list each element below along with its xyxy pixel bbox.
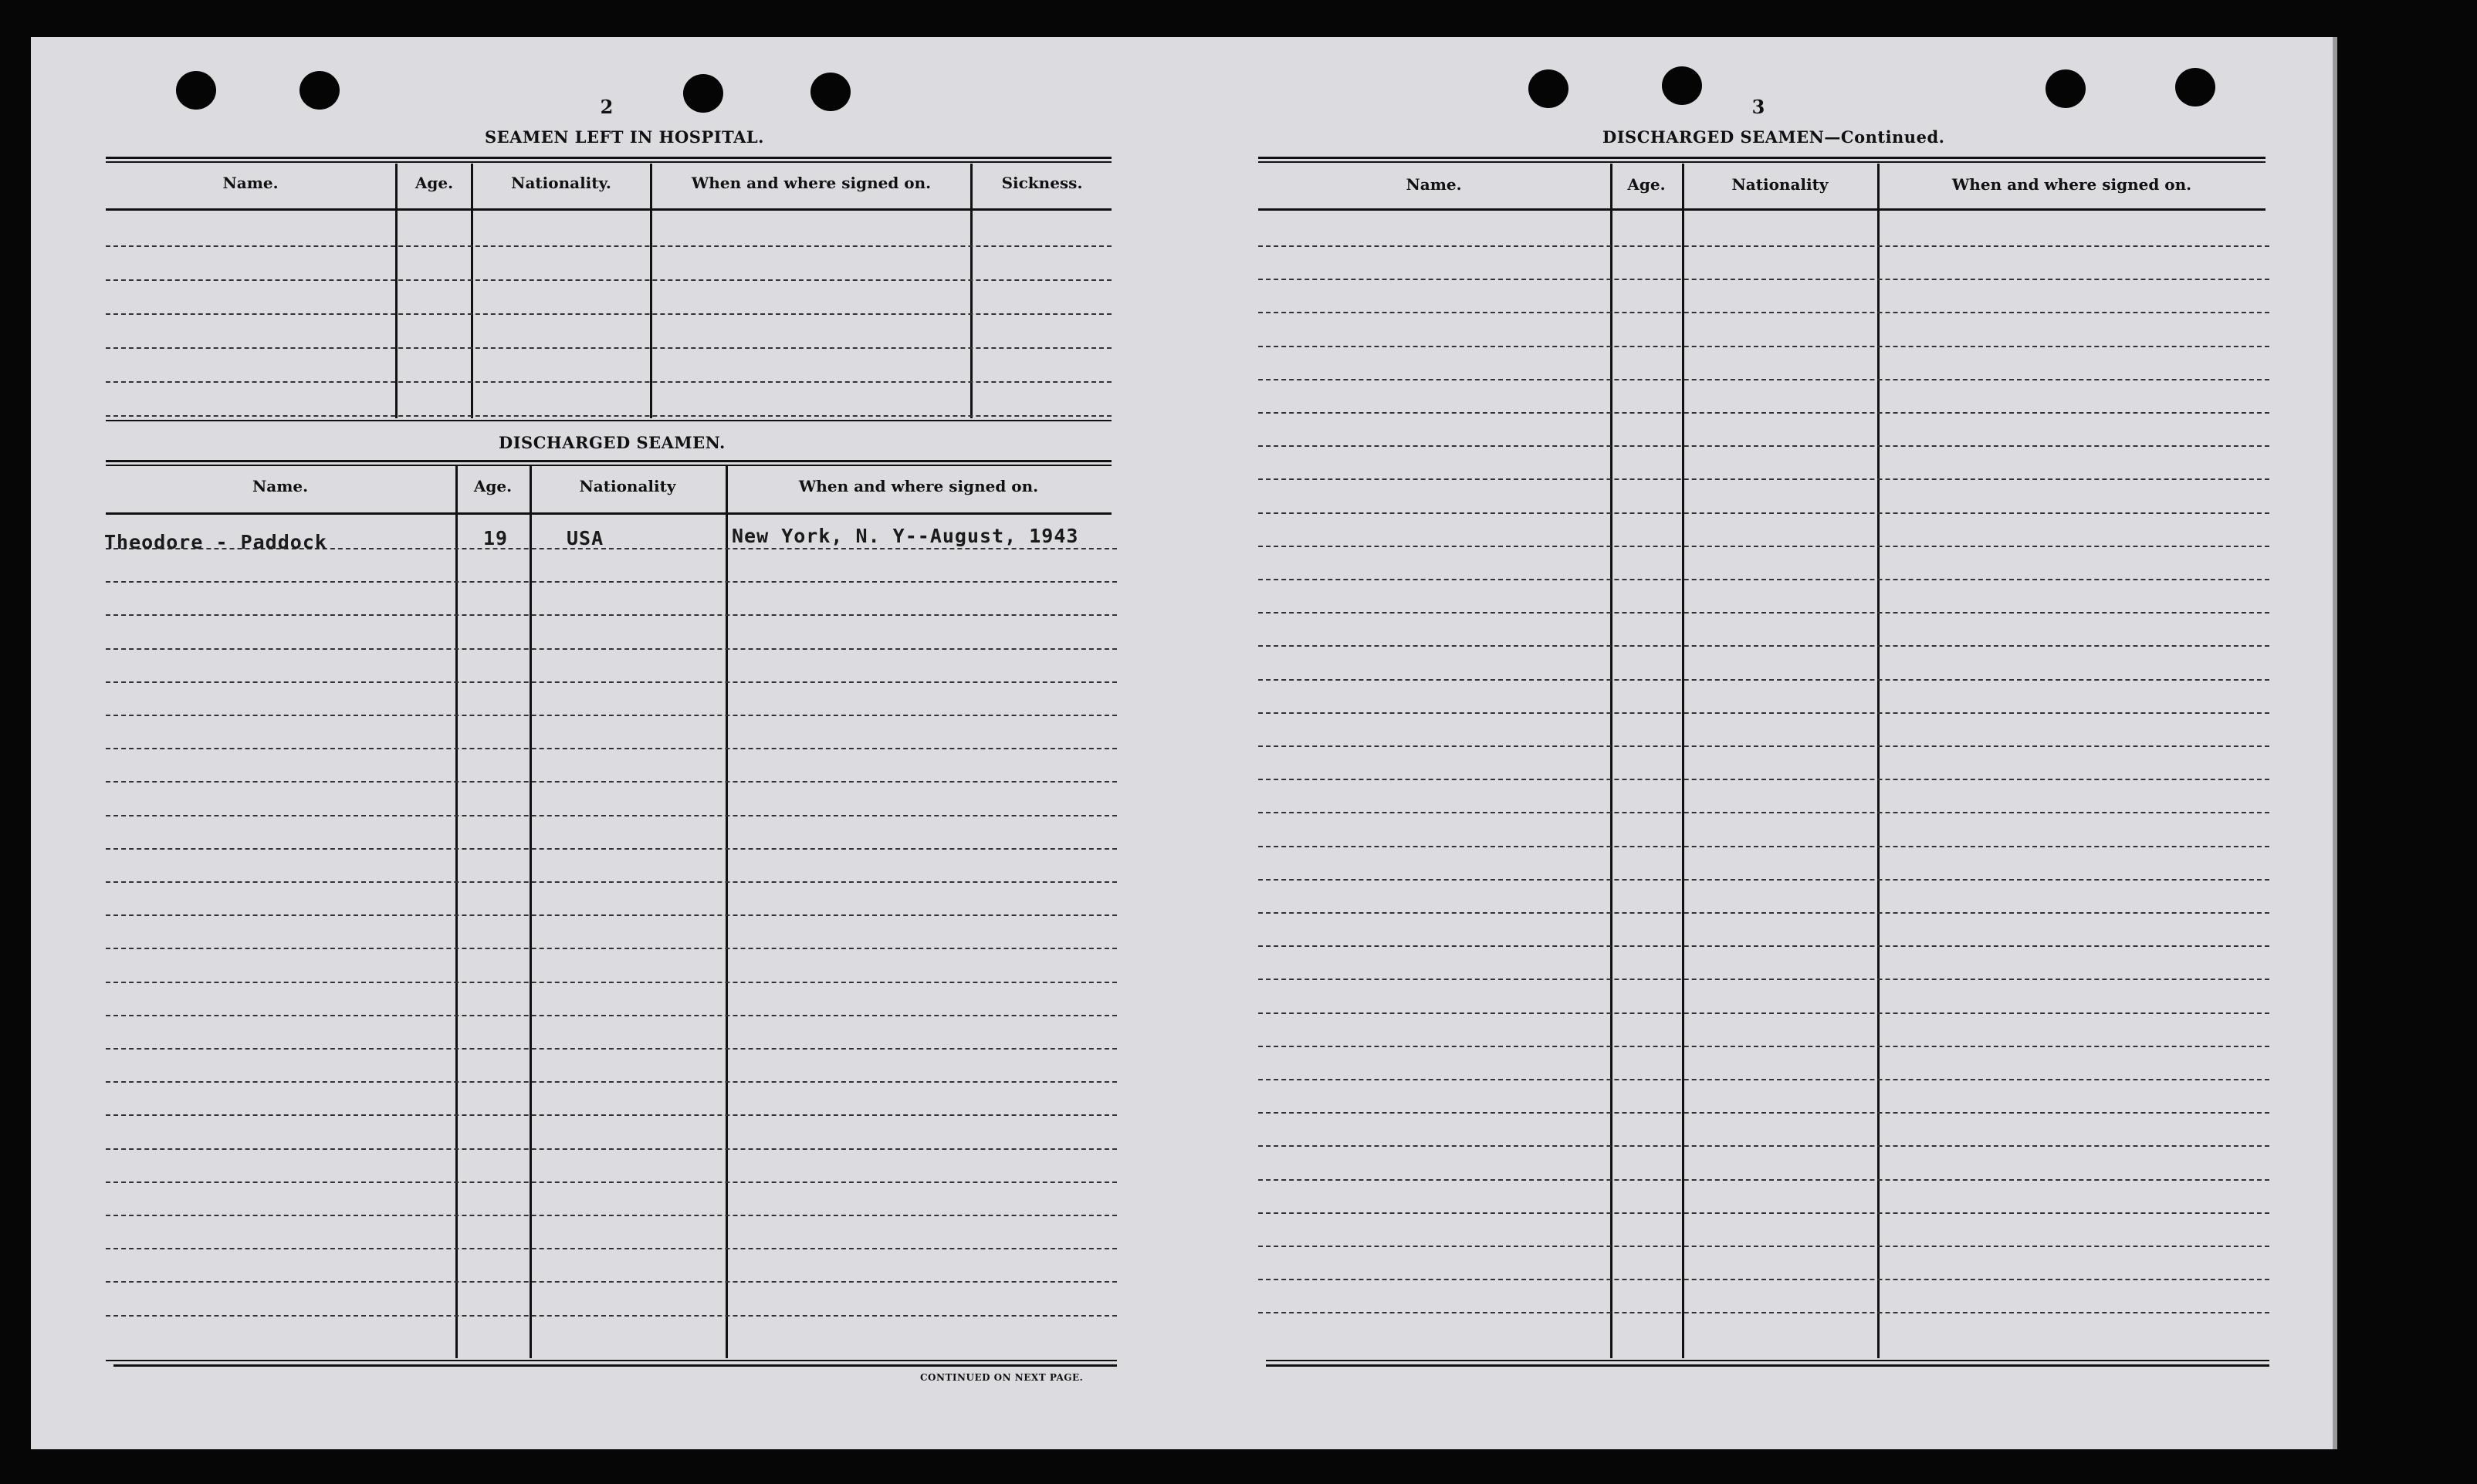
ruled-line xyxy=(106,1181,1117,1183)
ruled-line xyxy=(1258,1079,2269,1080)
ruled-line xyxy=(106,1015,1117,1016)
ruled-line xyxy=(106,1081,1117,1083)
right-col-signed-on: When and where signed on. xyxy=(1951,175,2192,194)
ruled-line xyxy=(106,681,1117,683)
right-top-rule xyxy=(1258,157,2266,159)
ruled-line xyxy=(1258,312,2269,313)
ruled-line xyxy=(106,781,1117,783)
entry-age: 19 xyxy=(483,527,509,549)
ruled-line xyxy=(1258,379,2269,380)
punch-hole xyxy=(176,71,216,110)
ruled-line xyxy=(1258,779,2269,780)
ruled-line xyxy=(1258,245,2269,247)
punch-hole xyxy=(683,74,723,113)
ruled-line xyxy=(106,815,1117,816)
punch-hole xyxy=(2175,68,2215,106)
punch-hole xyxy=(1662,66,1702,105)
ruled-line xyxy=(106,1114,1117,1116)
discharged-section-title: DISCHARGED SEAMEN. xyxy=(499,433,726,452)
ruled-line xyxy=(1258,1112,2269,1114)
ruled-line xyxy=(1258,679,2269,681)
hospital-ruled-line xyxy=(106,279,1112,281)
ruled-line xyxy=(1258,879,2269,881)
hospital-top-rule-2 xyxy=(106,161,1112,163)
ruled-line xyxy=(1258,645,2269,647)
ruled-line xyxy=(1258,512,2269,514)
ruled-line xyxy=(1258,1312,2269,1313)
ruled-line xyxy=(1258,546,2269,547)
ruled-line xyxy=(1258,912,2269,914)
discharged-col-name: Name. xyxy=(252,477,309,495)
discharged-col-divider xyxy=(726,466,728,1358)
right-col-nationality: Nationality xyxy=(1731,175,1829,194)
right-col-age: Age. xyxy=(1627,175,1666,194)
right-bottom-rule xyxy=(1266,1360,2269,1361)
right-col-name: Name. xyxy=(1406,175,1462,194)
ruled-line xyxy=(106,948,1117,949)
document-sheet xyxy=(31,37,2333,1449)
hospital-col-divider xyxy=(970,164,973,418)
hospital-col-divider xyxy=(471,164,473,418)
ruled-line xyxy=(1258,279,2269,280)
ruled-line xyxy=(106,848,1117,850)
right-section-title: DISCHARGED SEAMEN—Continued. xyxy=(1602,127,1945,147)
ruled-line xyxy=(1258,1246,2269,1247)
ruled-line xyxy=(106,914,1117,916)
ruled-line xyxy=(106,881,1117,883)
right-top-rule-2 xyxy=(1258,161,2266,163)
hospital-ruled-line xyxy=(106,415,1112,417)
ruled-line xyxy=(1258,979,2269,980)
continued-footer: CONTINUED ON NEXT PAGE. xyxy=(920,1372,1084,1383)
right-bottom-rule-2 xyxy=(1266,1364,2269,1367)
ruled-line xyxy=(1258,812,2269,813)
ruled-line xyxy=(106,581,1117,583)
ruled-line xyxy=(1258,745,2269,747)
discharged-col-divider xyxy=(530,466,532,1358)
discharged-col-signed-on: When and where signed on. xyxy=(798,477,1039,495)
page-number-left: 2 xyxy=(600,96,614,118)
page-number-right: 3 xyxy=(1751,96,1765,118)
hospital-ruled-line xyxy=(106,245,1112,247)
ruled-line xyxy=(1258,712,2269,714)
ruled-line xyxy=(106,982,1117,983)
discharged-col-nationality: Nationality xyxy=(579,477,676,495)
ruled-line xyxy=(106,1281,1117,1283)
ruled-line xyxy=(106,1148,1117,1150)
hospital-col-sickness: Sickness. xyxy=(1001,174,1083,192)
discharged-top-rule-2 xyxy=(106,465,1112,466)
ruled-line xyxy=(106,1315,1117,1317)
hospital-col-name: Name. xyxy=(222,174,279,192)
ruled-line xyxy=(106,1048,1117,1050)
ruled-line xyxy=(1258,579,2269,580)
ruled-line xyxy=(1258,1179,2269,1181)
ruled-line xyxy=(1258,346,2269,347)
punch-hole xyxy=(810,73,851,111)
ruled-line xyxy=(1258,1145,2269,1147)
ruled-line xyxy=(1258,445,2269,447)
entry-signed-on: New York, N. Y--August, 1943 xyxy=(732,525,1079,547)
discharged-col-divider xyxy=(455,466,458,1358)
ruled-line xyxy=(1258,945,2269,947)
ruled-line xyxy=(106,614,1117,616)
discharged-col-age: Age. xyxy=(473,477,513,495)
hospital-header-rule xyxy=(106,208,1112,211)
hospital-col-age: Age. xyxy=(415,174,454,192)
sheet-edge xyxy=(2333,37,2337,1449)
discharged-bottom-rule xyxy=(106,1360,1117,1361)
punch-hole xyxy=(299,71,340,110)
discharged-bottom-rule-2 xyxy=(113,1364,1117,1367)
hospital-ruled-line xyxy=(106,347,1112,349)
entry-nationality: USA xyxy=(567,527,604,549)
punch-hole xyxy=(2046,69,2086,108)
ruled-line xyxy=(106,1248,1117,1249)
hospital-ruled-line xyxy=(106,381,1112,383)
ruled-line xyxy=(106,1215,1117,1216)
ruled-line xyxy=(1258,478,2269,480)
punch-hole xyxy=(1528,69,1568,108)
ruled-line xyxy=(1258,1012,2269,1014)
ruled-line xyxy=(1258,612,2269,614)
ruled-line xyxy=(1258,1279,2269,1280)
discharged-top-rule xyxy=(106,460,1112,462)
hospital-ruled-line xyxy=(106,313,1112,315)
hospital-bottom-rule xyxy=(106,420,1112,421)
discharged-header-rule xyxy=(106,512,1112,515)
hospital-col-signed-on: When and where signed on. xyxy=(691,174,932,192)
hospital-col-divider xyxy=(395,164,398,418)
ruled-line xyxy=(1258,846,2269,847)
ruled-line xyxy=(106,648,1117,650)
right-header-rule xyxy=(1258,208,2266,211)
hospital-section-title: SEAMEN LEFT IN HOSPITAL. xyxy=(485,127,764,147)
ruled-line xyxy=(1258,1212,2269,1214)
hospital-top-rule xyxy=(106,157,1112,159)
hospital-col-divider xyxy=(650,164,652,418)
ruled-line xyxy=(106,748,1117,749)
ruled-line xyxy=(106,715,1117,716)
hospital-col-nationality: Nationality. xyxy=(511,174,611,192)
ruled-line xyxy=(1258,412,2269,414)
entry-name: Theodore - Paddock xyxy=(104,531,327,553)
ruled-line xyxy=(1258,1046,2269,1047)
